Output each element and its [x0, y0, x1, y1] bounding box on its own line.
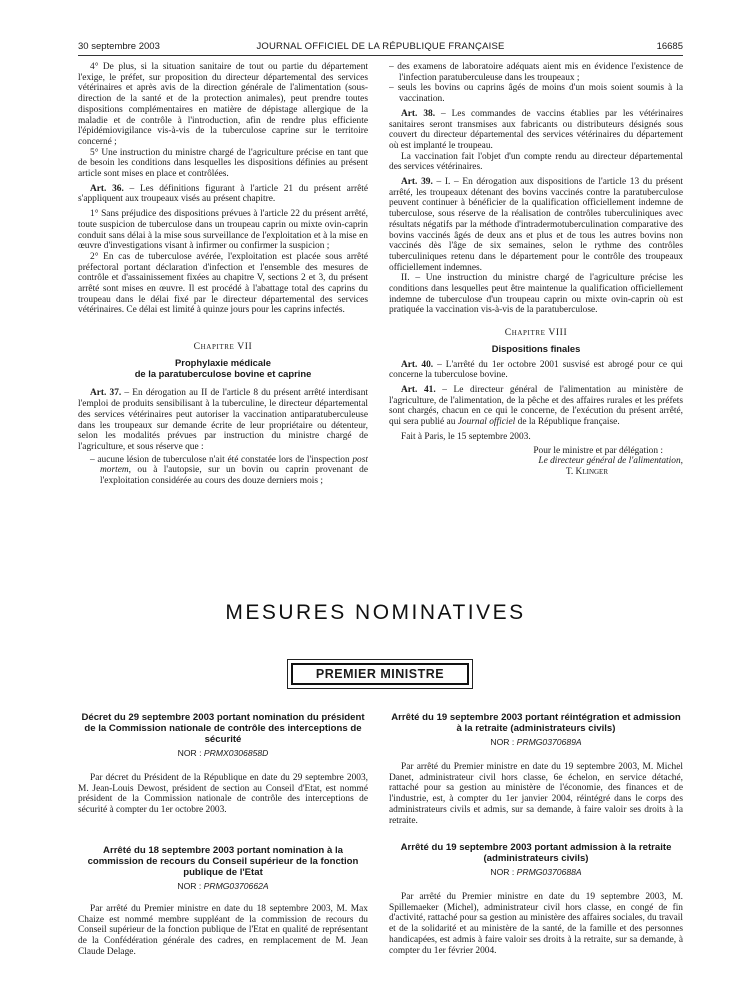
- paragraph: La vaccination fait l'objet d'un compte rendu au directeur départemental des services vétérinaires.: [389, 151, 683, 173]
- bullet-item: – seuls les bovins ou caprins âgés de moins d'un mois soient soumis à la vaccination.: [389, 83, 683, 105]
- delegation-line: Pour le ministre et par délégation :: [533, 445, 663, 456]
- article-text: – Les définitions figurant à l'article 21 du présent arrêté s'appliquent aux troupeaux visés au présent chapitre.: [78, 183, 368, 205]
- chapter-title: Dispositions finales: [491, 342, 581, 354]
- nor-reference: [78, 881, 368, 892]
- paragraph: 1° Sans préjudice des dispositions prévues à l'article 22 du présent arrêté, toute suspicion de tuberculose dans un troupeau caprin ou mixte ovin-caprin conduit sans délai à la mise sous surveillance de l'exploitation et à la mise en œuvre d'investigations visant à infirmer ou confirmer la suspicion ;: [78, 209, 368, 252]
- header-date: 30 septembre 2003: [78, 41, 160, 52]
- nor-code: PRMX0306858D: [203, 748, 269, 758]
- entry-title: Arrêté du 19 septembre 2003 portant admission à la retraite (administrateurs civils): [400, 842, 672, 864]
- article-text: – Les commandes de vaccins établies par les vétérinaires sanitaires seront transmises aux fabricants ou distributeurs désignés sous couvert du directeur départemental des services vétérinaires du département où est implanté le troupeau.: [389, 108, 683, 151]
- paragraph: II. – Une instruction du ministre chargé de l'agriculture précise les conditions dans lesquelles peut être maintenue la qualification officiellement indemne de tuberculose d'un troupeau caprin ou mixte ovin-caprin où est pratiquée la vaccination vis-à-vis de la paratuberculose.: [389, 273, 683, 316]
- bullet-text: , ou à l'autopsie, sur un bovin ou caprin provenant de l'exploitation considérée au cours des douze derniers mois ;: [100, 465, 368, 487]
- bullet-item: – des examens de laboratoire adéquats aient mis en évidence l'existence de l'infection paratuberculeuse dans les troupeaux ;: [389, 62, 683, 83]
- chapter-title: de la paratuberculose bovine et caprine: [134, 367, 312, 379]
- header-rule: [78, 55, 683, 56]
- signatory-title: Le directeur général de l'alimentation,: [538, 456, 683, 467]
- article-text: – En dérogation au II de l'article 8 du présent arrêté interdisant l'emploi de produits sensibilisant à la tuberculine, le directeur départemental des services vétérinaires peut autoriser la vaccination antiparatuberculeuse dans les troupeaux sur demande écrite de leur propriétaire ou détenteur, selon les modalités prévues par instruction du ministre chargé de l'agriculture, et sous réserve que :: [78, 388, 368, 452]
- entry-title: Décret du 29 septembre 2003 portant nomination du président de la Commission nationale de contrôle des interceptions de sécurité: [81, 712, 365, 745]
- arrete-entry: [389, 842, 683, 972]
- article-39: [389, 177, 683, 273]
- entry-body: Par décret du Président de la République en date du 29 septembre 2003, M. Jean-Louis Dewost, président de section au Conseil d'Etat, est nommé président de la Commission nationale de contrôle des interceptions de sécurité à compter du 1er octobre 2003.: [78, 772, 368, 816]
- nor-code: PRMG0370689A: [516, 737, 582, 747]
- chapter-heading: Chapitre VIII: [504, 327, 568, 339]
- nor-code: PRMG0370662A: [203, 881, 269, 891]
- nor-reference: [389, 867, 683, 878]
- article-label: Art. 41.: [401, 385, 436, 396]
- article-41: [389, 385, 683, 428]
- entry-body: Par arrêté du Premier ministre en date du 18 septembre 2003, M. Max Chaize est nommé membre suppléant de la commission de recours du Conseil supérieur de la fonction publique de l'Etat en qualité de représentant de la Confédération générale des cadres, en remplacement de M. Jean Claude Delage.: [78, 903, 368, 957]
- article-text: – I. – En dérogation aux dispositions de l'article 13 du présent arrêté, les troupeaux détenant des bovins vaccinés contre la paratuberculose peuvent continuer à bénéficier de la qualification officiellement indemne de tuberculose, sous réserve de la réalisation de contrôles tuberculiniques avec résultats négatifs par la méthode d'intradermotuberculination comparative des bovins vaccinés âgés de deux ans et plus et de tous les autres bovins non vaccinés dès l'âge de six semaines, selon le rythme des contrôles tuberculiniques retenu dans le département pour le contrôle des troupeaux officiellement indemnes.: [389, 177, 683, 273]
- nor-label: NOR :: [177, 881, 204, 891]
- ministry-label: PREMIER MINISTRE: [291, 663, 469, 685]
- page-number: 16685: [656, 41, 683, 52]
- signatory-name: T. Klinger: [565, 467, 608, 477]
- article-38: [389, 109, 683, 152]
- entry-body: Par arrêté du Premier ministre en date du 19 septembre 2003, M. Michel Danet, administrateur civil hors classe, 6e échelon, en service détaché, rattaché pour sa gestion au ministère de l'économie, des finances et de l'industrie, est, à compter du 1er janvier 2004, réintégré dans le corps des administrateurs civils et admis, sur sa demande, à faire valoir ses droits à la retraite.: [389, 761, 683, 826]
- article-label: Art. 40.: [401, 359, 434, 370]
- entry-title: Arrêté du 18 septembre 2003 portant nomination à la commission de recours du Conseil supérieur de la fonction publique de l'Etat: [87, 845, 359, 878]
- left-column: [78, 62, 368, 540]
- paragraph: 4° De plus, si la situation sanitaire de tout ou partie du département l'exige, le préfet, sur proposition du directeur départemental des services vétérinaires et après avis de la direction générale de l'alimentation (sous-direction de la santé et de la protection animales), peut prendre toutes dispositions complémentaires en matière de dépistage allergique de la maladie et de contrôle à l'introduction, afin de rendre plus efficiente l'épidémiovigilance vis-à-vis de la tuberculose caprine sur le territoire concerné ;: [78, 62, 368, 147]
- nor-label: NOR :: [490, 867, 517, 877]
- journal-title: JOURNAL OFFICIEL DE LA RÉPUBLIQUE FRANÇAISE: [256, 41, 505, 52]
- nor-label: NOR :: [177, 748, 204, 758]
- signature-place-date: Fait à Paris, le 15 septembre 2003.: [401, 431, 531, 442]
- arrete-entry: [389, 712, 683, 830]
- section-title: MESURES NOMINATIVES: [225, 601, 526, 624]
- nor-code: PRMG0370688A: [516, 867, 582, 877]
- chapter-title: Prophylaxie médicale: [175, 356, 271, 368]
- bullet-item: [78, 455, 368, 487]
- article-label: Art. 37.: [90, 388, 122, 399]
- article-label: Art. 36.: [90, 183, 124, 194]
- nor-reference: [389, 737, 683, 748]
- ministry-box: [287, 659, 473, 689]
- paragraph: 2° En cas de tuberculose avérée, l'exploitation est placée sous arrêté préfectoral portant déclaration d'infection et l'ensemble des mesures de contrôle et d'assainissement fixées au chapitre V, sections 2 et 3, du présent arrêté sont mises en œuvre. Il est procédé à l'abattage total des caprins du troupeau dans le délai fixé par le directeur départemental des services vétérinaires. Ce délai est limité à quinze jours pour les caprins infectés.: [78, 251, 368, 316]
- arrete-entry: [78, 845, 368, 970]
- entry-title: Arrêté du 19 septembre 2003 portant réintégration et admission à la retraite (administrateurs civils): [391, 712, 681, 734]
- article-label: Art. 38.: [401, 108, 436, 119]
- article-italic: Journal officiel: [457, 417, 516, 428]
- bullet-text: – aucune lésion de tuberculose n'ait été constatée lors de l'inspection: [90, 454, 353, 465]
- decret-entry: [78, 712, 368, 832]
- article-text: de la République française.: [515, 417, 620, 428]
- chapter-heading: Chapitre VII: [193, 341, 253, 353]
- article-40: [389, 360, 683, 381]
- article-text: – Le directeur général de l'alimentation au ministère de l'agriculture, de l'alimentation, de la pêche et des affaires rurales et les préfets sont chargés, chacun en ce qui le concerne, de l'exécution du présent arrêté, qui sera publié au: [389, 385, 683, 428]
- nor-reference: [78, 748, 368, 759]
- entry-body: Par arrêté du Premier ministre en date du 19 septembre 2003, M. Spillemaeker (Michel), administrateur civil hors classe, en congé de fin d'activité, rattaché pour sa gestion au ministère des affaires sociales, du travail et de la solidarité et au ministère de la santé, de la famille et des personnes handicapées, est admis à faire valoir ses droits à la retraite, sur sa demande, à compter du 1er février 2004.: [389, 891, 683, 956]
- article-36: [78, 184, 368, 205]
- article-text: – L'arrêté du 1er octobre 2001 susvisé est abrogé pour ce qui concerne la tuberculose bovine.: [389, 359, 683, 381]
- paragraph: 5° Une instruction du ministre chargé de l'agriculture précise en tant que de besoin les conditions dans lesquelles les dispositions définies au présent article sont mises en place et contrôlées.: [78, 147, 368, 180]
- right-column: [389, 62, 683, 540]
- article-label: Art. 39.: [401, 177, 433, 188]
- running-header: [78, 41, 683, 55]
- article-37: [78, 388, 368, 452]
- nor-label: NOR :: [490, 737, 517, 747]
- bullet-italic: post mortem: [100, 454, 368, 476]
